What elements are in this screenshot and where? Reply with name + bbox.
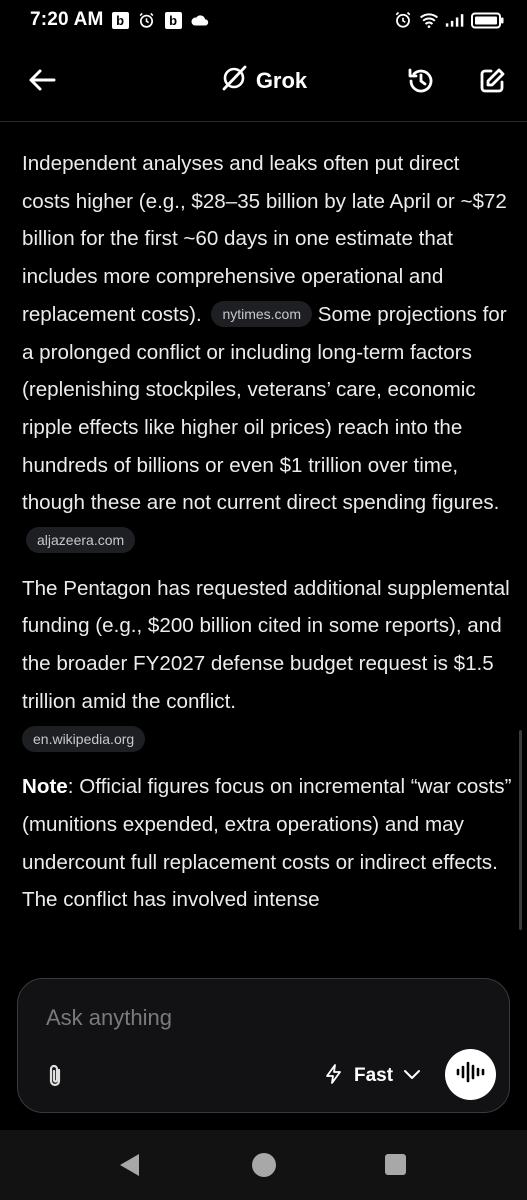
- paragraph-text: The Pentagon has requested additional supplemental funding (e.g., $200 billion cited in some reports), and the broader FY2027 defense budget request is $1.5 trillion amid the conflict.: [22, 576, 510, 713]
- source-chip-aljazeera[interactable]: aljazeera.com: [26, 527, 135, 553]
- scrollbar[interactable]: [519, 730, 522, 930]
- wifi-icon: [419, 10, 439, 30]
- note-label: Note: [22, 775, 68, 799]
- nav-recents-icon[interactable]: [385, 1154, 406, 1175]
- mode-label: Fast: [354, 1065, 394, 1086]
- paragraph-text: : Official figures focus on incremental “war costs” (munitions expended, extra operations) and may undercount full replacement costs or indirect effects. The conflict has involved intense: [22, 775, 512, 912]
- alarm-icon-right: [393, 10, 413, 30]
- status-bar: [0, 0, 527, 40]
- paragraph-costs: [22, 145, 512, 560]
- notification-b-icon: b: [112, 12, 129, 29]
- source-chip-wikipedia[interactable]: en.wikipedia.org: [22, 726, 145, 752]
- lightning-icon: [324, 1063, 344, 1090]
- nav-back-icon[interactable]: [117, 1152, 141, 1183]
- nav-home-icon[interactable]: [252, 1153, 276, 1177]
- status-right: [393, 10, 505, 30]
- message-composer[interactable]: [17, 978, 510, 1113]
- status-left: [30, 9, 210, 31]
- response-content: [22, 145, 512, 929]
- ask-input[interactable]: Ask anything: [46, 1005, 172, 1030]
- model-mode-selector[interactable]: [320, 1059, 425, 1093]
- signal-icon: [445, 10, 465, 30]
- chevron-down-icon: [403, 1067, 421, 1085]
- paragraph-pentagon: [22, 570, 512, 759]
- new-chat-icon[interactable]: [473, 62, 511, 100]
- source-chip-nytimes[interactable]: nytimes.com: [211, 301, 312, 327]
- clock: 7:20 AM: [30, 9, 104, 30]
- brand: [0, 64, 527, 97]
- app-title: Grok: [255, 67, 308, 93]
- waveform-icon: [455, 1059, 487, 1090]
- notification-b-icon-2: b: [165, 12, 182, 29]
- paragraph-text: Independent analyses and leaks often put direct costs higher (e.g., $28–35 billion by late April or ~$72 billion for the first ~60 days in one estimate that includes more comprehensive operational and replacement costs).: [22, 152, 507, 326]
- cloud-icon: [190, 10, 210, 30]
- app-header: [0, 40, 527, 122]
- paragraph-note: [22, 768, 512, 919]
- battery-icon: [471, 10, 505, 30]
- history-icon[interactable]: [402, 62, 440, 100]
- grok-logo-icon: [220, 64, 248, 97]
- voice-mode-button[interactable]: [445, 1049, 496, 1100]
- alarm-icon: [137, 10, 157, 30]
- system-nav-bar: [0, 1130, 527, 1200]
- paperclip-icon[interactable]: [40, 1061, 70, 1091]
- paragraph-text: Some projections for a prolonged conflict or including long-term factors (replenishing stockpiles, veterans’ care, economic ripple effects like higher oil prices) reach into the hundreds of billions or even $1 trillion over time, though these are not current direct spending figures.: [22, 302, 507, 515]
